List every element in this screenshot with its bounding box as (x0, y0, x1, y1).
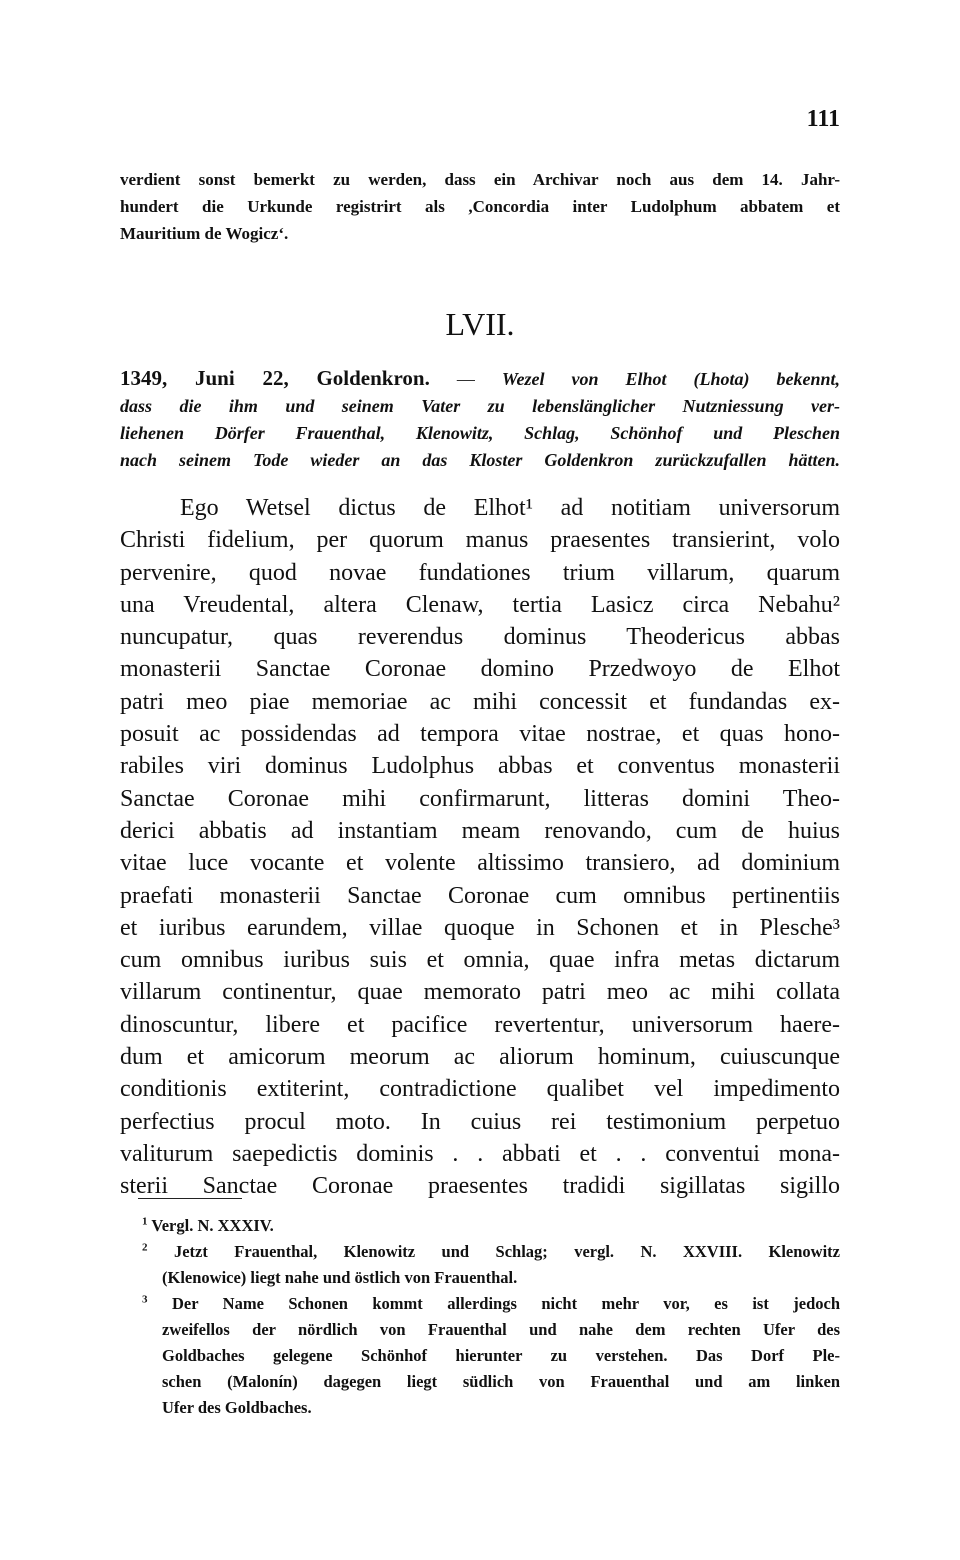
body-line: Christi fidelium, per quorum manus praesentes transierint, volo (120, 527, 840, 554)
footnote-text: schen (Malonín) dagegen liegt südlich von Frauenthal und am linken (162, 1372, 840, 1391)
body-line: valiturum saepedictis dominis . . abbati et . . conventui mona- (120, 1140, 840, 1167)
body-line: dinoscuntur, libere et pacifice revertentur, universorum haere- (120, 1011, 840, 1038)
body-line: perfectius procul moto. In cuius rei testimonium perpetuo (120, 1108, 840, 1135)
body-line: sterii Sanctae Coronae praesentes tradidi sigillatas sigillo (120, 1173, 840, 1200)
footnote-text: Jetzt Frauenthal, Klenowitz und Schlag; vergl. N. XXVIII. Klenowitz (173, 1242, 841, 1261)
regest-first-line (120, 365, 840, 393)
body-line: derici abbatis ad instantiam meam renovando, cum de huius (120, 817, 840, 844)
footnotes (120, 1213, 840, 1421)
body-line: conditionis extiterint, contradictione qualibet vel impedimento (120, 1076, 840, 1103)
page-number: 111 (806, 106, 840, 132)
footnote-text: Goldbaches gelegene Schönhof hierunter zu verstehen. Das Dorf Ple- (162, 1346, 840, 1365)
regest-line: liehenen Dörfer Frauenthal, Klenowitz, Schlag, Schönhof und Pleschen (120, 423, 840, 443)
footnote-marker: 2 (142, 1241, 148, 1254)
footnote-marker: 1 (142, 1215, 148, 1228)
footnote-text: Der Name Schonen kommt allerdings nicht mehr vor, es ist jedoch (171, 1294, 841, 1313)
body-line: vitae luce vocante et volente altissimo transiero, ad dominium (120, 850, 840, 877)
intro-line: verdient sonst bemerkt zu werden, dass ein Archivar noch aus dem 14. Jahr- (120, 170, 840, 189)
regest-line: Wezel von Elhot (Lhota) bekennt, (501, 369, 841, 389)
regest-date-place: 1349, Juni 22, Goldenkron. (120, 366, 430, 390)
body-line: rabiles viri dominus Ludolphus abbas et conventus monasterii (120, 753, 840, 780)
footnote-3 (120, 1291, 840, 1317)
intro-line: Mauritium de Wogicz‘. (120, 224, 289, 243)
intro-paragraph (120, 166, 840, 247)
body-line: cum omnibus iuribus suis et omnia, quae infra metas dictarum (120, 947, 840, 974)
footnote-text: zweifellos der nördlich von Frauenthal und nahe dem rechten Ufer des (162, 1320, 840, 1339)
regest (120, 365, 840, 474)
body-line: Sanctae Coronae mihi confirmarunt, litteras domini Theo- (120, 785, 840, 812)
body-line: una Vreudental, altera Clenaw, tertia Lasicz circa Nebahu² (120, 591, 840, 618)
body-line: praefati monasterii Sanctae Coronae cum omnibus pertinentiis (120, 882, 840, 909)
footnote-marker: 3 (142, 1293, 148, 1306)
regest-dash: — (456, 369, 475, 389)
footnote-text: Vergl. N. XXXIV. (151, 1216, 274, 1235)
footnote-separator (138, 1198, 242, 1199)
footnote-text: Ufer des Goldbaches. (162, 1398, 312, 1417)
intro-line: hundert die Urkunde registrirt als ,Concordia inter Ludolphum abbatem et (120, 197, 840, 216)
body-line: nuncupatur, quas reverendus dominus Theodericus abbas (120, 624, 840, 651)
regest-line: dass die ihm und seinem Vater zu lebenslänglicher Nutzniessung ver- (120, 396, 840, 416)
body-line: monasterii Sanctae Coronae domino Przedwoyo de Elhot (120, 656, 840, 683)
body-line: patri meo piae memoriae ac mihi concessit et fundandas ex- (120, 688, 840, 715)
document-number: LVII. (445, 306, 515, 342)
body-line: Ego Wetsel dictus de Elhot¹ ad notitiam universorum (180, 495, 840, 521)
footnote-1 (120, 1213, 840, 1239)
document-body (120, 492, 840, 1203)
body-line: villarum continentur, quae memorato patri meo ac mihi collata (120, 979, 840, 1006)
body-line: pervenire, quod novae fundationes trium villarum, quarum (120, 559, 840, 586)
regest-line: nach seinem Tode wieder an das Kloster Goldenkron zurückzufallen hätten. (120, 450, 840, 470)
body-line: dum et amicorum meorum ac aliorum hominum, cuiuscunque (120, 1044, 840, 1071)
footnote-text: (Klenowice) liegt nahe und östlich von Frauenthal. (162, 1268, 518, 1287)
body-line: posuit ac possidendas ad tempora vitae nostrae, et quas hono- (120, 721, 840, 748)
footnote-2 (120, 1239, 840, 1265)
body-line: et iuribus earundem, villae quoque in Schonen et in Plesche³ (120, 914, 840, 941)
